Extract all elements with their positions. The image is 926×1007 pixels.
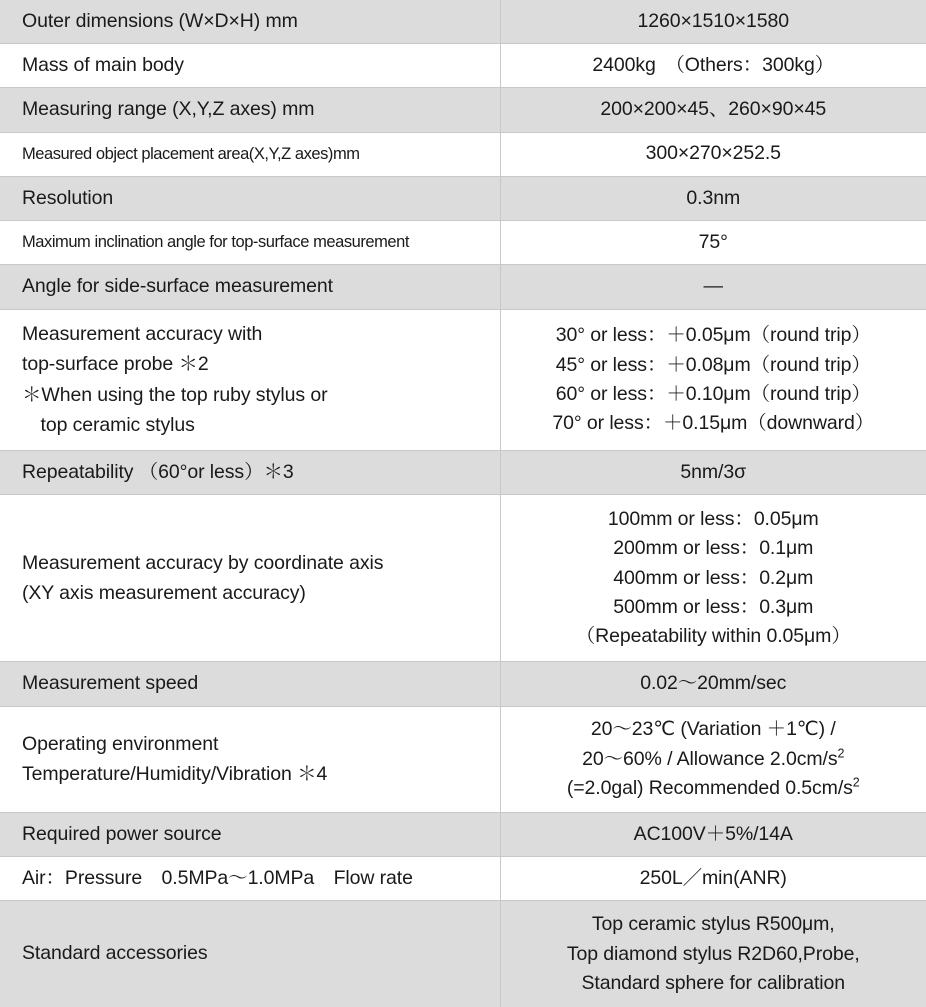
label-line: ＊When using the top ruby stylus or: [22, 383, 328, 406]
value-line: (=2.0gal) Recommended $0.5cm/s^2$: [566, 775, 860, 799]
value-line: 45° or less：＋0.08μm（round trip）: [555, 353, 871, 376]
spec-label-cell: [0, 706, 500, 812]
table-row: [0, 176, 926, 220]
spec-label-cell: Required power source: [0, 813, 500, 857]
spec-value-cell: 75°: [500, 221, 926, 265]
spec-value-cell: [500, 495, 926, 662]
spec-value-cell: 300×270×252.5: [500, 132, 926, 176]
value-line: 70° or less：＋0.15μm（downward）: [552, 412, 875, 435]
value-line: 500mm or less：0.3μm: [613, 595, 814, 618]
table-row: [0, 309, 926, 451]
spec-value-cell: AC100V＋5%/14A: [500, 813, 926, 857]
spec-label-cell: Measuring range (X,Y,Z axes) mm: [0, 88, 500, 132]
spec-label-cell: Measurement speed: [0, 662, 500, 706]
value-line: 60° or less：＋0.10μm（round trip）: [555, 382, 871, 405]
table-row: [0, 901, 926, 1007]
spec-value-cell: —: [500, 265, 926, 309]
label-line: (XY axis measurement accuracy): [22, 582, 306, 605]
table-row: [0, 132, 926, 176]
spec-value-cell: [500, 901, 926, 1007]
spec-value-cell: 2400kg （Others：300kg）: [500, 44, 926, 88]
value-line: 200mm or less：0.1μm: [613, 537, 814, 560]
spec-value-cell: 5nm/3σ: [500, 451, 926, 495]
label-line: Measurement accuracy by coordinate axis: [22, 551, 384, 574]
label-line: Operating environment: [22, 732, 219, 755]
spec-label-cell: Resolution: [0, 176, 500, 220]
value-line: 30° or less：＋0.05μm（round trip）: [555, 324, 871, 347]
spec-label-cell: Air：Pressure 0.5MPa～1.0MPa Flow rate: [0, 857, 500, 901]
spec-label-cell: Standard accessories: [0, 901, 500, 1007]
table-row: [0, 662, 926, 706]
spec-value-cell: 1260×1510×1580: [500, 0, 926, 44]
label-line: Measurement accuracy with: [22, 322, 263, 345]
value-line: 100mm or less：0.05μm: [607, 508, 819, 531]
spec-label-cell: [0, 495, 500, 662]
spec-label-cell: Outer dimensions (W×D×H) mm: [0, 0, 500, 44]
spec-label-cell: Measured object placement area(X,Y,Z axes)mm: [0, 132, 500, 176]
spec-value-cell: 250L／min(ANR): [500, 857, 926, 901]
spec-label-cell: Repeatability （60°or less）＊3: [0, 451, 500, 495]
table-row: [0, 88, 926, 132]
spec-label-cell: [0, 309, 500, 451]
table-row: [0, 495, 926, 662]
table-row: [0, 265, 926, 309]
value-line: Top diamond stylus R2D60,Probe,: [566, 942, 860, 965]
value-line: （Repeatability within 0.05μm）: [575, 625, 851, 648]
table-row: [0, 813, 926, 857]
spec-value-cell: [500, 309, 926, 451]
spec-value-cell: [500, 706, 926, 812]
label-line: Temperature/Humidity/Vibration ＊4: [22, 763, 328, 786]
table-row: [0, 0, 926, 44]
spec-value-cell: 0.3nm: [500, 176, 926, 220]
table-row: [0, 706, 926, 812]
table-row: [0, 44, 926, 88]
spec-label-cell: Maximum inclination angle for top-surface measurement: [0, 221, 500, 265]
label-line: top ceramic stylus: [40, 414, 195, 437]
value-line: 20～23℃ (Variation ＋1℃) /: [590, 718, 836, 741]
label-line: top-surface probe ＊2: [22, 353, 209, 376]
spec-value-cell: 0.02～20mm/sec: [500, 662, 926, 706]
spec-value-cell: 200×200×45、260×90×45: [500, 88, 926, 132]
spec-label-cell: Angle for side-surface measurement: [0, 265, 500, 309]
spec-label-cell: Mass of main body: [0, 44, 500, 88]
table-row: [0, 451, 926, 495]
table-row: [0, 857, 926, 901]
value-line: 400mm or less：0.2μm: [613, 566, 814, 589]
table-row: [0, 221, 926, 265]
value-line: Standard sphere for calibration: [581, 971, 846, 994]
value-line: Top ceramic stylus R500μm,: [591, 913, 835, 936]
value-line: 20～60% / Allowance $2.0cm/s^2$: [582, 746, 845, 770]
